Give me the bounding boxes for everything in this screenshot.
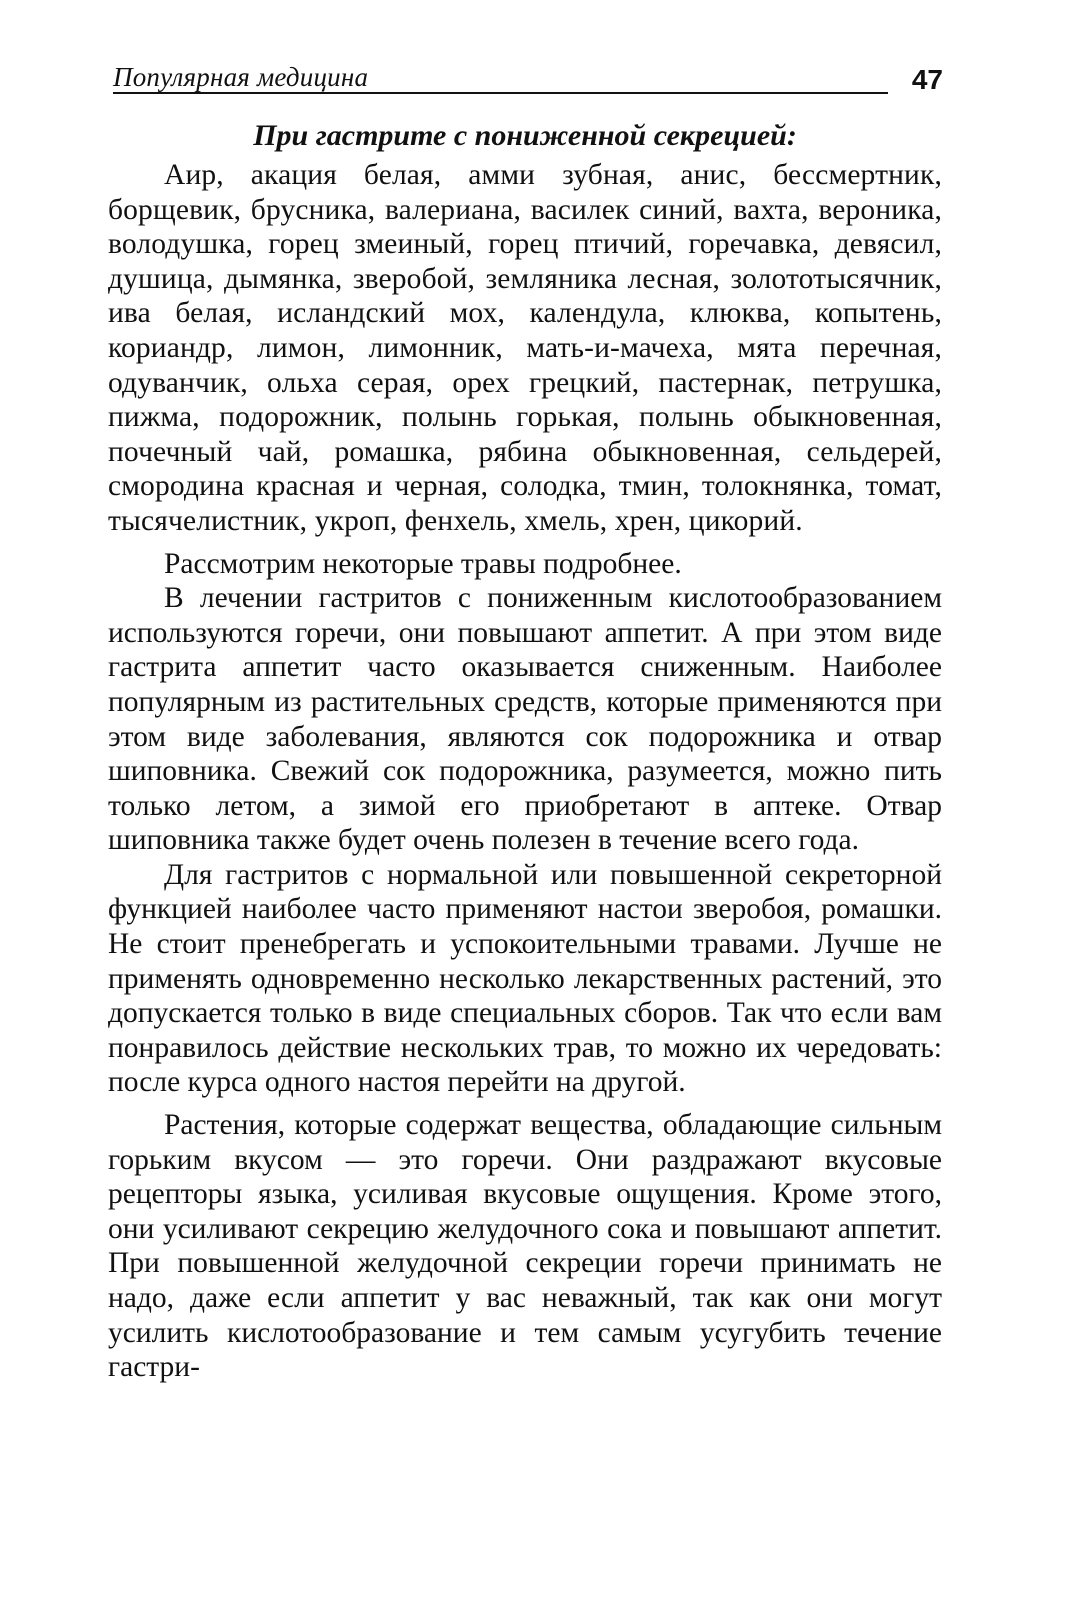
page-number: 47 [911,64,943,95]
paragraph: Растения, которые содержат вещества, обладающие сильным горьким вкусом — это горечи. Они раздражают вкусовые рецепторы языка, усиливая вкусовые ощущения. Кроме этого, они усиливают секрецию желудочного сока и повышают аппетит. При повышенной желудочной секреции горечи принимать не надо, даже если аппетит у вас неважный, так как они могут усилить кислотообразование и тем самым усугубить течение гастри- [108,1109,942,1384]
paragraph-plant-list: Аир, акация белая, амми зубная, анис, бессмертник, борщевик, брусника, валериана, василек синий, вахта, вероника, володушка, горец змеиный, горец птичий, горечавка, девясил, душица, дымянка, зверобой, земляника лесная, золототысячник, ива белая, исландский мох, календула, клюква, копытень, кориандр, лимон, лимонник, мать-и-мачеха, мята перечная, одуванчик, ольха серая, орех грецкий, пастернак, петрушка, пижма, подорожник, полынь горькая, полынь обыкновенная, почечный чай, ромашка, рябина обыкновенная, сельдерей, смородина красная и черная, солодка, тмин, толокнянка, томат, тысячелистник, укроп, фенхель, хмель, хрен, цикорий. [108,159,942,537]
paragraph: В лечении гастритов с пониженным кислотообразованием используются горечи, они повышают аппетит. А при этом виде гастрита аппетит часто оказывается сниженным. Наиболее популярным из растительных средств, которые применяются при этом виде заболевания, являются сок подорожника и отвар шиповника. Свежий сок подорожника, разумеется, можно пить только летом, а зимой его приобретают в аптеке. Отвар шиповника также будет очень полезен в течение всего года. [108,582,942,857]
page-body [108,116,942,1385]
paragraph: Рассмотрим некоторые травы подробнее. [164,547,682,580]
running-header [113,58,943,98]
running-title: Популярная медицина [113,62,369,92]
header-rule [113,92,888,94]
section-heading: При гастрите с пониженной секрецией: [253,119,797,152]
paragraph: Для гастритов с нормальной или повышенной секреторной функцией наиболее часто применяют настои зверобоя, ромашки. Не стоит пренебрегать и успокоительными травами. Лучше не применять одновременно несколько лекарственных растений, это допускается только в виде специальных сборов. Так что если вам понравилось действие нескольких трав, то можно их чередовать: после курса одного настоя перейти на другой. [108,858,942,1099]
